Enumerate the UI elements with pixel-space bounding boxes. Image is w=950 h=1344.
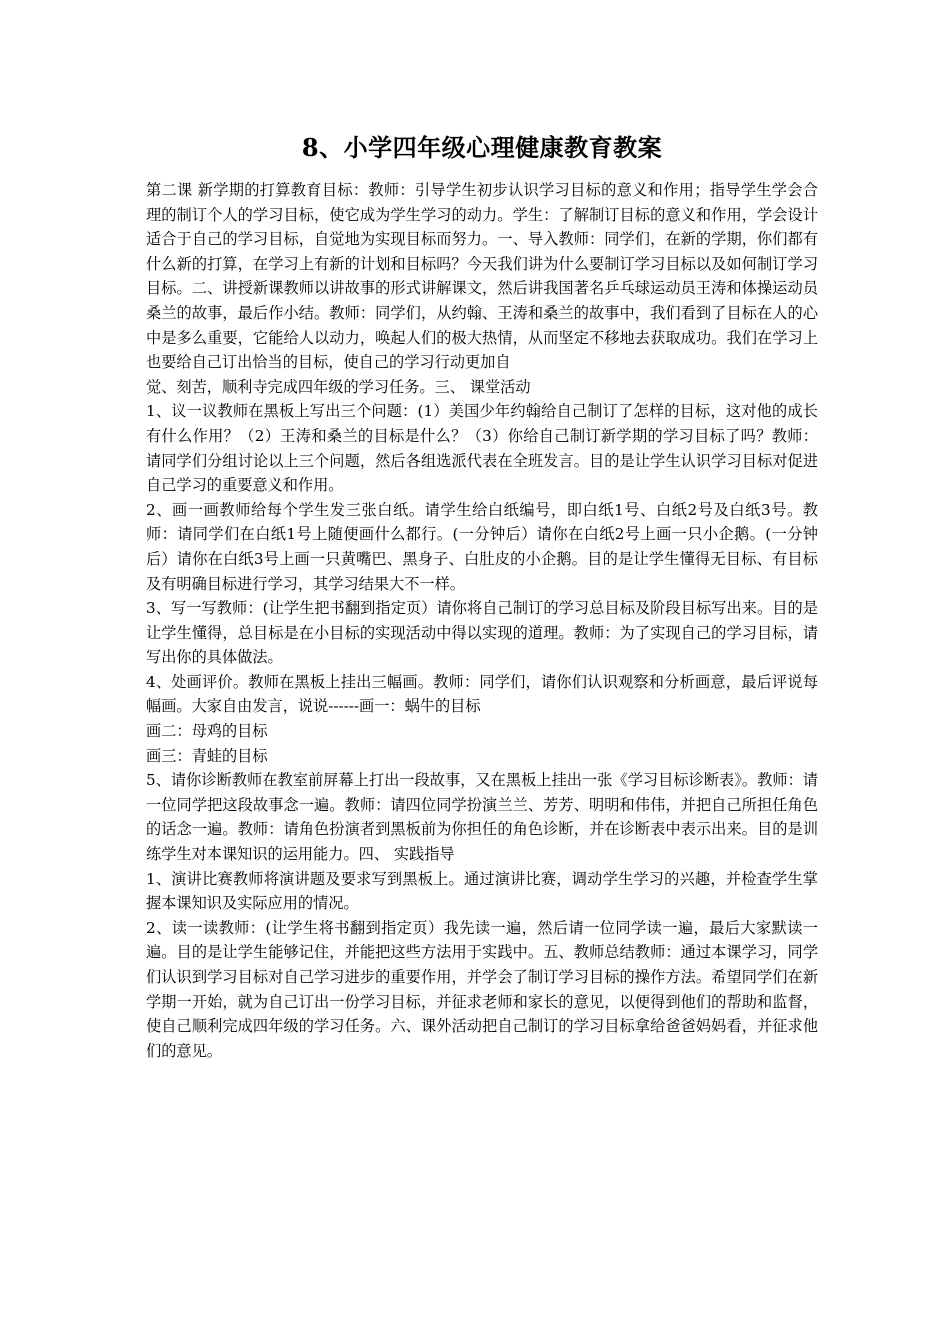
- paragraph-activity-draw: 2、画一画教师给每个学生发三张白纸。请学生给白纸编号，即白纸1号、白纸2号及白纸3号。教师：请同学们在白纸1号上随便画什么都行。(一分钟后）请你在白纸2号上画一只小企鹅。(一分钟后）请你在白纸3号上画一只黄嘴巴、黑身子、白肚皮的小企鹅。目的是让学生懂得无目标、有目标及有明确目标进行学习，其学习结果大不一样。: [146, 500, 818, 593]
- paragraph-practice-read: 2、读一读教师：(让学生将书翻到指定页）我先读一遍，然后请一位同学读一遍，最后大家默读一遍。目的是让学生能够记住，并能把这些方法用于实践中。五、教师总结教师：通过本课学习，同学们认识到学习目标对自己学习进步的重要作用，并学会了制订学习目标的操作方法。希望同学们在新学期一开始，就为自己订出一份学习目标，并征求老师和家长的意见，以便得到他们的帮助和监督，使自己顺利完成四年级的学习任务。六、课外活动把自己制订的学习目标拿给爸爸妈妈看，并征求他们的意见。: [146, 918, 818, 1060]
- paragraph-activity-evaluate: 4、处画评价。教师在黑板上挂出三幅画。教师：同学们，请你们认识观察和分析画意，最后评说每幅画。大家自由发言，说说------画一：蜗牛的目标: [146, 672, 818, 716]
- paragraph-intro-continued: 觉、刻苦，顺利寺完成四年级的学习任务。三、 课堂活动: [146, 377, 531, 396]
- paragraph-intro: 第二课 新学期的打算教育目标：教师：引导学生初步认识学习目标的意义和作用；指导学生学会合理的制订个人的学习目标，使它成为学生学习的动力。学生：了解制订目标的意义和作用，学会设计适合于自己的学习目标，自觉地为实现目标而努力。一、导入教师：同学们，在新的学期，你们都有什么新的打算，在学习上有新的计划和目标吗？今天我们讲为什么要制订学习目标以及如何制订学习目标。二、讲授新课教师以讲故事的形式讲解课文，然后讲我国著名乒乓球运动员王涛和体操运动员桑兰的故事，最后作小结。教师：同学们，从约翰、王涛和桑兰的故事中，我们看到了目标在人的心中是多么重要，它能给人以动力，唤起人们的极大热情，从而坚定不移地去获取成功。我们在学习上也要给自己订出恰当的目标，使自己的学习行动更加自: [146, 181, 818, 372]
- document-body: [146, 130, 818, 1063]
- paragraph-picture-three: 画三：青蛙的目标: [146, 746, 268, 765]
- paragraph-activity-diagnose: 5、请你诊断教师在教室前屏幕上打出一段故事，又在黑板上挂出一张《学习目标诊断表》。教师：请一位同学把这段故事念一遍。教师：请四位同学扮演兰兰、芳芳、明明和伟伟，并把自己所担任角色的话念一遍。教师：请角色扮演者到黑板前为你担任的角色诊断，并在诊断表中表示出来。目的是训练学生对本课知识的运用能力。四、 实践指导: [146, 771, 818, 864]
- paragraph-picture-two: 画二：母鸡的目标: [146, 722, 268, 741]
- paragraph-activity-write: 3、写一写教师：(让学生把书翻到指定页）请你将自己制订的学习总目标及阶段目标写出来。目的是让学生懂得，总目标是在小目标的实现活动中得以实现的道理。教师：为了实现自己的学习目标，请写出你的具体做法。: [146, 599, 818, 667]
- paragraph-practice-speech: 1、演讲比赛教师将演讲题及要求写到黑板上。通过演讲比赛，调动学生学习的兴趣，并检查学生掌握本课知识及实际应用的情况。: [146, 869, 818, 913]
- document-title: 8、小学四年级心理健康教育教案: [301, 133, 663, 162]
- paragraph-activity-discuss: 1、议一议教师在黑板上写出三个问题：(1）美国少年约翰给自己制订了怎样的目标，这对他的成长有什么作用？（2）王涛和桑兰的目标是什么？（3）你给自己制订新学期的学习目标了吗？教师：请同学们分组讨论以上三个问题，然后各组选派代表在全班发言。目的是让学生认识学习目标对促进自己学习的重要意义和作用。: [146, 402, 818, 495]
